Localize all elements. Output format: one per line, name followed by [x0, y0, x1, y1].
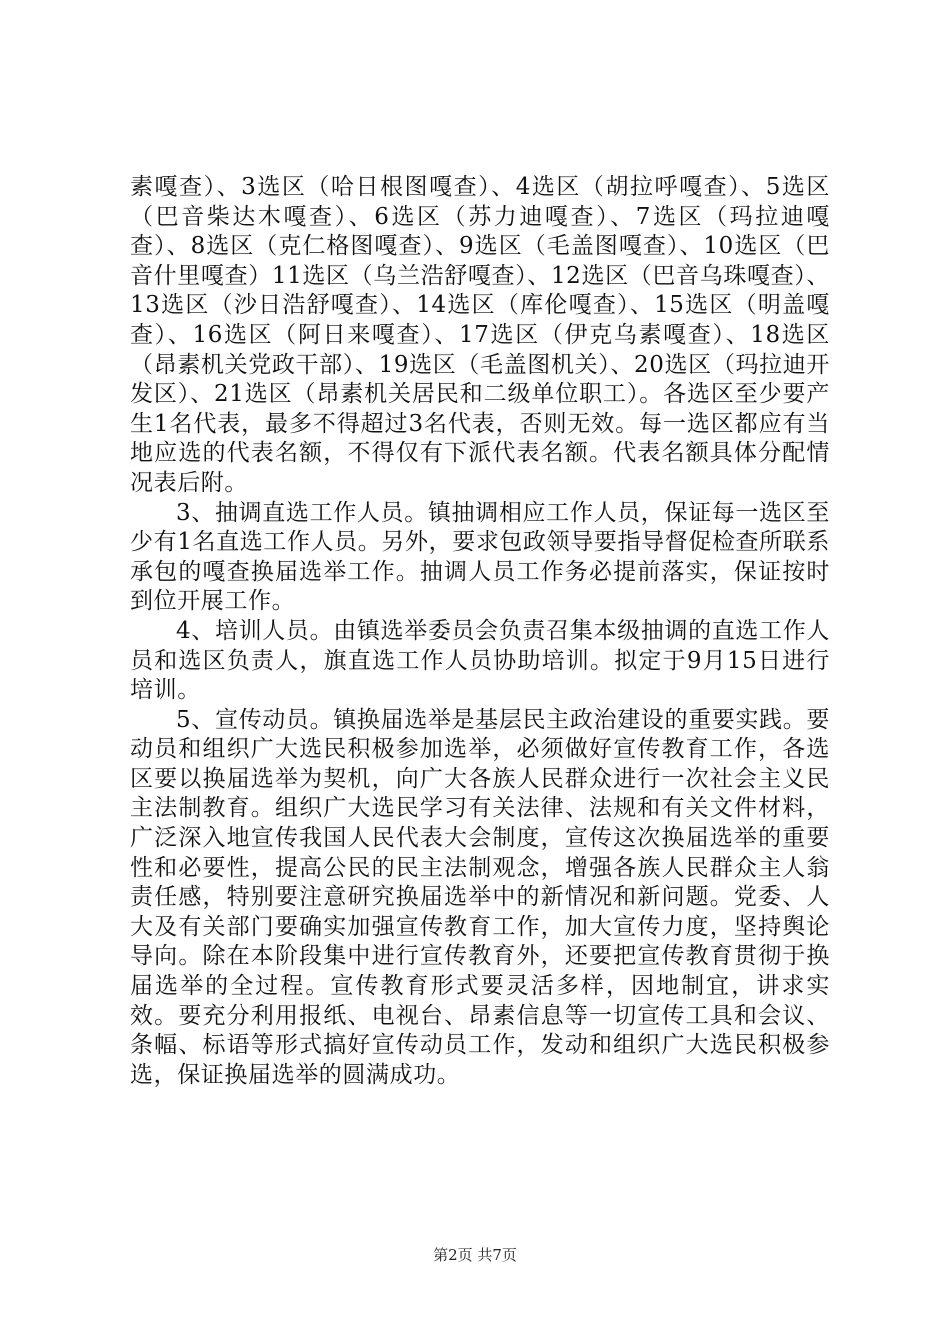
paragraph-publicity: 5、宣传动员。镇换届选举是基层民主政治建设的重要实践。要动员和组织广大选民积极参加选举，必须做好宣传教育工作，各选区要以换届选举为契机，向广大各族人民群众进行一次社会主义民主法制教育。组织广大选民学习有关法律、法规和有关文件材料，广泛深入地宣传我国人民代表大会制度，宣传这次换届选举的重要性和必要性，提高公民的民主法制观念，增强各族人民群众主人翁责任感，特别要注意研究换届选举中的新情况和新问题。党委、人大及有关部门要确实加强宣传教育工作，加大宣传力度，坚持舆论导向。除在本阶段集中进行宣传教育外，还要把宣传教育贯彻于换届选举的全过程。宣传教育形式要灵活多样，因地制宜，讲求实效。要充分利用报纸、电视台、昂素信息等一切宣传工具和会议、条幅、标语等形式搞好宣传动员工作，发动和组织广大选民积极参选，保证换届选举的圆满成功。	[130, 706, 830, 1088]
page-footer	[0, 1244, 950, 1265]
page-number-label: 第2页 共7页	[433, 1246, 517, 1264]
paragraph-staff-assignment: 3、抽调直选工作人员。镇抽调相应工作人员，保证每一选区至少有1名直选工作人员。另外，要求包政领导要指导督促检查所联系承包的嘎查换届选举工作。抽调人员工作务必提前落实，保证按时到位开展工作。	[130, 499, 830, 615]
paragraph-district-list: 素嘎查）、3选区（哈日根图嘎查）、4选区（胡拉呼嘎查）、5选区（巴音柴达木嘎查）、6选区（苏力迪嘎查）、7选区（玛拉迪嘎查）、8选区（克仁格图嘎查）、9选区（毛盖图嘎查）、10选区（巴音什里嘎查）11选区（乌兰浩舒嘎查）、12选区（巴音乌珠嘎查）、13选区（沙日浩舒嘎查）、14选区（库伦嘎查）、15选区（明盖嘎查）、16选区（阿日来嘎查）、17选区（伊克乌素嘎查）、18选区（昂素机关党政干部）、19选区（毛盖图机关）、20选区（玛拉迪开发区）、21选区（昂素机关居民和二级单位职工）。各选区至少要产生1名代表，最多不得超过3名代表，否则无效。每一选区都应有当地应选的代表名额，不得仅有下派代表名额。代表名额具体分配情况表后附。	[130, 174, 830, 496]
document-body	[130, 173, 830, 1090]
paragraph-training: 4、培训人员。由镇选举委员会负责召集本级抽调的直选工作人员和选区负责人，旗直选工作人员协助培训。拟定于9月15日进行培训。	[130, 617, 830, 704]
